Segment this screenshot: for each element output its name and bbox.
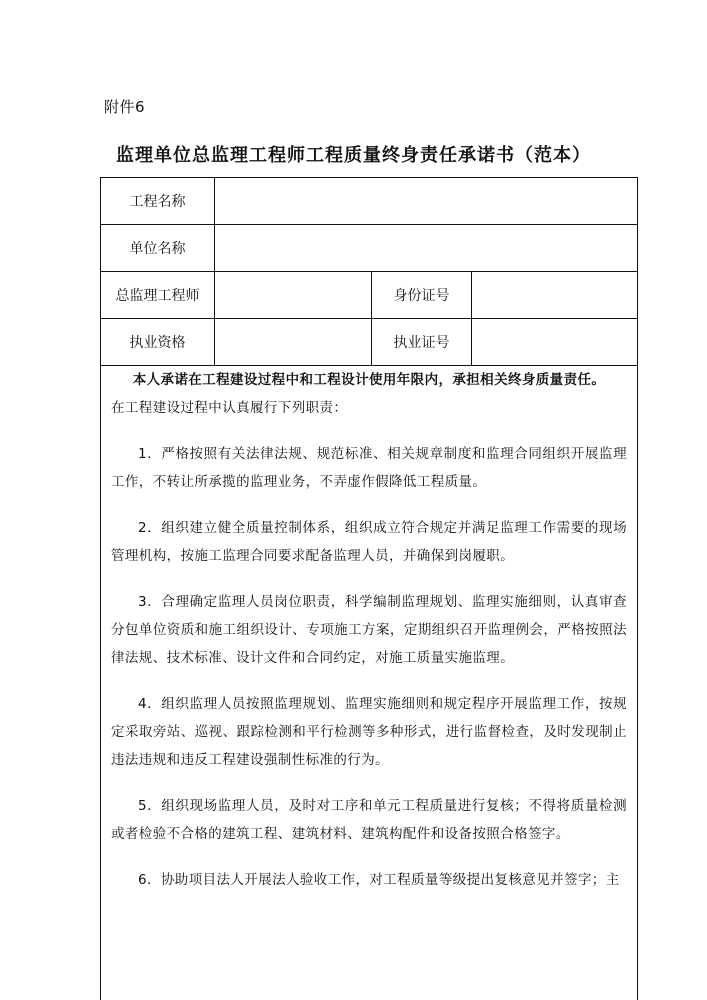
- project-name-label: 工程名称: [129, 194, 186, 210]
- chief-engineer-field[interactable]: [214, 272, 371, 318]
- project-name-field[interactable]: [214, 178, 637, 224]
- unit-name-label: 单位名称: [129, 241, 186, 257]
- row-unit-name: [101, 225, 637, 272]
- duty-item-3: 3．合理确定监理人员岗位职责，科学编制监理规划、监理实施细则，认真审查分包单位资质和施工组织设计、专项施工方案，定期组织召开监理例会，严格按照法律法规、技术标准、设计文件和合同约定，对施工质量实施监理。: [111, 594, 627, 666]
- qualification-field[interactable]: [214, 319, 371, 365]
- attachment-label: 附件6: [104, 98, 146, 116]
- id-number-field[interactable]: [471, 272, 637, 318]
- document-title: 监理单位总监理工程师工程质量终身责任承诺书（范本）: [116, 145, 591, 166]
- row-qualification: [101, 319, 637, 366]
- duty-item-6: 6．协助项目法人开展法人验收工作，对工程质量等级提出复核意见并签字；主: [138, 872, 620, 888]
- commitment-lead: 本人承诺在工程建设过程中和工程设计使用年限内，承担相关终身质量责任。: [132, 372, 606, 388]
- duty-item-1: 1．严格按照有关法律法规、规范标准、相关规章制度和监理合同组织开展监理工作，不转让所承揽的监理业务，不弄虚作假降低工程质量。: [111, 446, 627, 490]
- commitment-lead-continued: 在工程建设过程中认真履行下列职责：: [111, 400, 348, 416]
- qualification-label: 执业资格: [129, 335, 186, 351]
- duty-item-5: 5．组织现场监理人员，及时对工序和单元工程质量进行复核；不得将质量检测或者检验不合格的建筑工程、建筑材料、建筑构配件和设备按照合格签字。: [111, 798, 627, 842]
- id-number-label: 身份证号: [371, 272, 471, 318]
- chief-engineer-label: 总监理工程师: [115, 288, 200, 304]
- license-number-label: 执业证号: [371, 319, 471, 365]
- row-project-name: [101, 178, 637, 225]
- row-chief-engineer: [101, 272, 637, 319]
- license-number-field[interactable]: [471, 319, 637, 365]
- duty-item-4: 4．组织监理人员按照监理规划、监理实施细则和规定程序开展监理工作，按规定采取旁站、巡视、跟踪检测和平行检测等多种形式，进行监督检查，及时发现制止违法违规和违反工程建设强制性标准的行为。: [111, 696, 627, 768]
- unit-name-field[interactable]: [214, 225, 637, 271]
- duty-item-2: 2．组织建立健全质量控制体系，组织成立符合规定并满足监理工作需要的现场管理机构，按施工监理合同要求配备监理人员，并确保到岗履职。: [111, 520, 627, 564]
- commitment-text: [101, 366, 637, 894]
- commitment-form: [100, 177, 638, 1000]
